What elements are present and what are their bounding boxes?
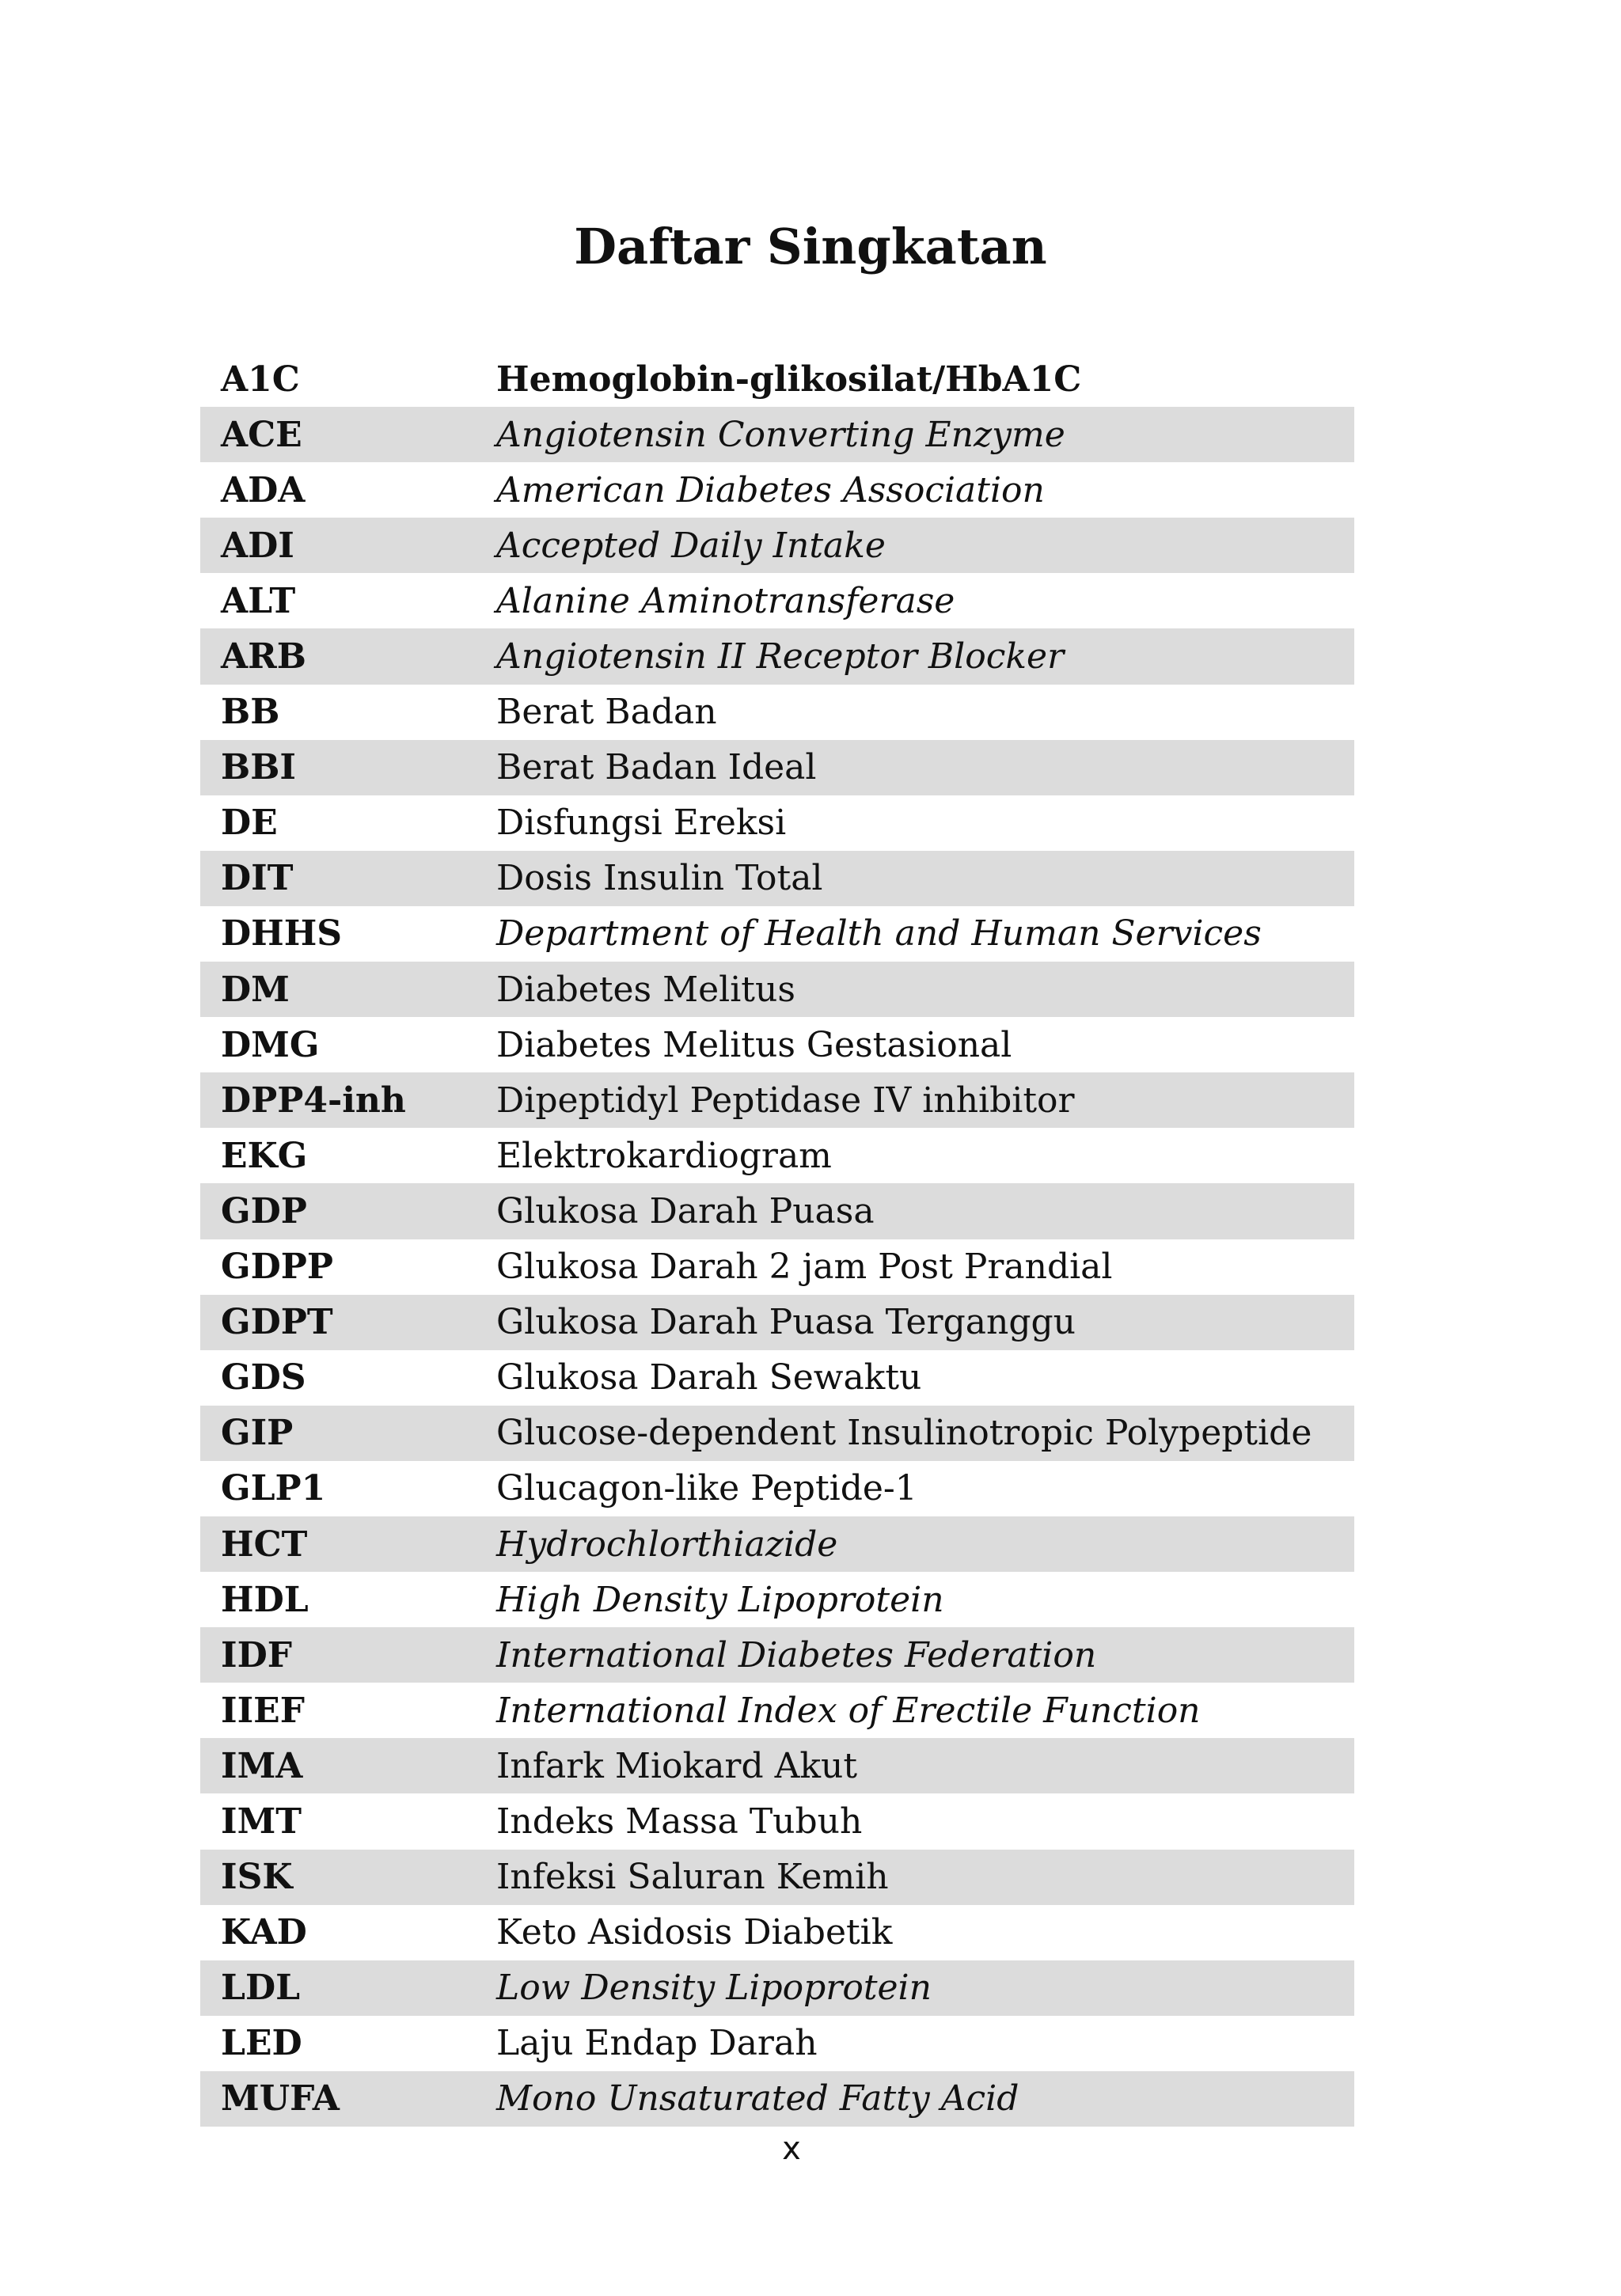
abbreviation-term: GIP [221,1413,294,1454]
abbreviation-row [200,573,1354,628]
abbreviation-row [200,1960,1354,2016]
abbreviation-row [200,1627,1354,1683]
abbreviation-row [200,1683,1354,1738]
abbreviation-definition: Diabetes Melitus Gestasional [496,1024,1012,1065]
abbreviation-row [200,351,1354,407]
abbreviation-term: HDL [221,1579,309,1620]
abbreviation-term: BB [221,692,280,733]
abbreviation-term: DM [221,969,290,1010]
abbreviation-row [200,462,1354,518]
abbreviation-definition: Angiotensin Converting Enzyme [496,414,1065,455]
abbreviation-row [200,1461,1354,1516]
abbreviation-definition: Accepted Daily Intake [496,525,886,566]
abbreviation-row [200,628,1354,684]
abbreviation-term: LDL [221,1968,301,2009]
abbreviation-term: DMG [221,1024,320,1065]
abbreviation-definition: Berat Badan [496,692,717,733]
abbreviation-term: GDS [221,1357,306,1398]
abbreviation-term: ADA [221,469,306,510]
abbreviation-definition: Diabetes Melitus [496,969,795,1010]
abbreviation-row [200,851,1354,906]
abbreviation-table [200,351,1354,2127]
page-number: x [782,2131,801,2167]
abbreviation-definition: Glucagon-like Peptide-1 [496,1468,917,1509]
abbreviation-definition: Elektrokardiogram [496,1135,832,1176]
abbreviation-row [200,906,1354,962]
abbreviation-term: DPP4-inh [221,1080,406,1121]
abbreviation-term: IMA [221,1745,303,1786]
abbreviation-definition: Mono Unsaturated Fatty Acid [496,2078,1019,2120]
abbreviation-row [200,1572,1354,1627]
abbreviation-definition: Hemoglobin-glikosilat/HbA1C [496,359,1082,400]
abbreviation-row [200,1793,1354,1849]
abbreviation-row [200,1905,1354,1960]
abbreviation-row [200,407,1354,462]
abbreviation-definition: Dosis Insulin Total [496,858,823,899]
abbreviation-row [200,1406,1354,1461]
abbreviation-term: HCT [221,1524,308,1565]
abbreviation-term: GDPP [221,1247,333,1288]
abbreviation-term: ARB [221,636,306,677]
abbreviation-term: KAD [221,1912,307,1953]
abbreviation-definition: Indeks Massa Tubuh [496,1801,863,1842]
abbreviation-definition: Infark Miokard Akut [496,1745,858,1786]
abbreviation-definition: Glukosa Darah 2 jam Post Prandial [496,1247,1113,1288]
abbreviation-term: IMT [221,1801,302,1842]
abbreviation-row [200,740,1354,795]
abbreviation-definition: High Density Lipoprotein [496,1579,944,1620]
abbreviation-term: GDP [221,1190,307,1231]
abbreviation-row [200,1072,1354,1128]
abbreviation-row [200,518,1354,573]
abbreviation-definition: Angiotensin II Receptor Blocker [496,636,1065,677]
abbreviation-term: BBI [221,747,296,788]
abbreviation-term: IIEF [221,1690,305,1731]
abbreviation-term: DIT [221,858,294,899]
abbreviation-definition: Berat Badan Ideal [496,747,817,788]
abbreviation-definition: Low Density Lipoprotein [496,1968,932,2009]
abbreviation-row [200,2016,1354,2071]
abbreviation-row [200,1738,1354,1793]
page-title: Daftar Singkatan [574,218,1047,275]
abbreviation-definition: Alanine Aminotransferase [496,580,955,621]
abbreviation-definition: Disfungsi Ereksi [496,803,787,844]
abbreviation-definition: International Index of Erectile Function [496,1690,1201,1731]
abbreviation-definition: Laju Endap Darah [496,2023,818,2064]
abbreviation-term: ALT [221,580,296,621]
abbreviation-row [200,1017,1354,1072]
abbreviation-row [200,1350,1354,1406]
abbreviation-term: A1C [221,359,300,400]
abbreviation-row [200,1239,1354,1295]
abbreviation-term: ACE [221,414,302,455]
abbreviation-term: ADI [221,525,294,566]
abbreviation-row [200,962,1354,1017]
abbreviation-definition: Hydrochlorthiazide [496,1524,838,1565]
abbreviation-definition: Department of Health and Human Services [496,913,1262,954]
abbreviation-definition: Keto Asidosis Diabetik [496,1912,893,1953]
abbreviation-definition: American Diabetes Association [496,469,1045,510]
abbreviation-row [200,1128,1354,1183]
abbreviation-term: DE [221,803,278,844]
abbreviation-row [200,1295,1354,1350]
abbreviation-definition: International Diabetes Federation [496,1634,1097,1676]
abbreviation-row [200,1850,1354,1905]
abbreviation-term: DHHS [221,913,343,954]
abbreviation-row [200,2071,1354,2127]
abbreviation-definition: Glukosa Darah Puasa Terganggu [496,1302,1076,1343]
abbreviation-term: GDPT [221,1302,333,1343]
abbreviation-definition: Infeksi Saluran Kemih [496,1857,889,1898]
abbreviation-term: EKG [221,1135,308,1176]
abbreviation-term: LED [221,2023,302,2064]
abbreviation-row [200,685,1354,740]
abbreviation-definition: Glukosa Darah Puasa [496,1190,875,1231]
abbreviation-term: IDF [221,1634,292,1676]
abbreviation-term: GLP1 [221,1468,326,1509]
abbreviation-definition: Glucose-dependent Insulinotropic Polypeptide [496,1413,1312,1454]
abbreviation-definition: Dipeptidyl Peptidase IV inhibitor [496,1080,1075,1121]
abbreviation-row [200,795,1354,851]
abbreviation-term: ISK [221,1857,293,1898]
abbreviation-row [200,1183,1354,1239]
abbreviation-term: MUFA [221,2078,340,2120]
abbreviation-definition: Glukosa Darah Sewaktu [496,1357,922,1398]
abbreviation-row [200,1516,1354,1572]
